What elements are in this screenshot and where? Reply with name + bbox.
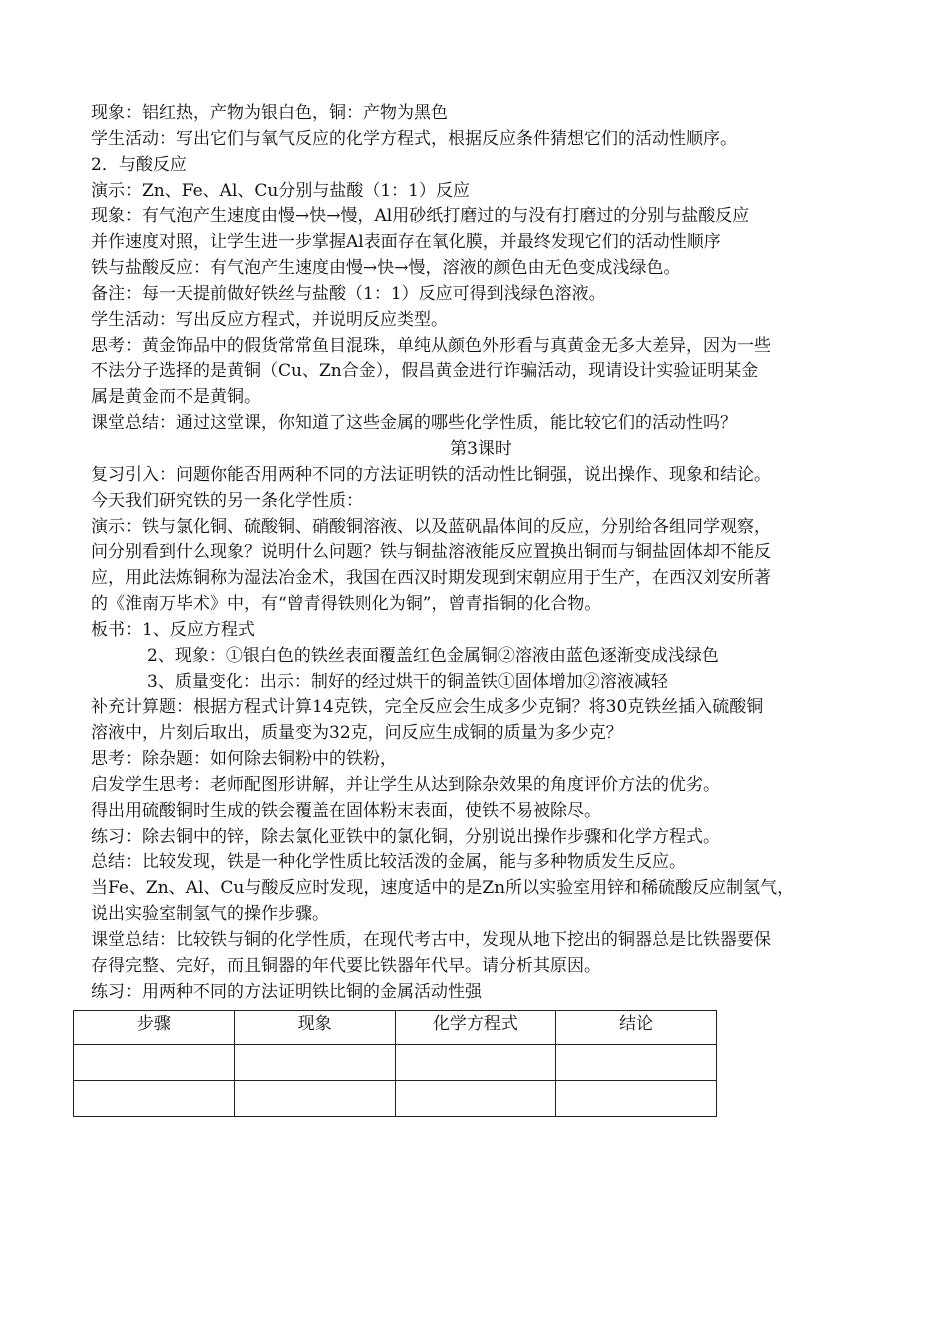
exercise-table: [73, 1010, 717, 1117]
table-cell: [556, 1081, 717, 1117]
section-heading: 2．与酸反应: [91, 154, 187, 175]
paragraph-line: 属是黄金而不是黄铜。: [91, 387, 261, 408]
header-cell-steps: 步骤: [74, 1011, 235, 1045]
paragraph-line: 复习引入：问题你能否用两种不同的方法证明铁的活动性比铜强，说出操作、现象和结论。: [91, 464, 771, 485]
paragraph-line: 的《淮南万毕术》中，有“曾青得铁则化为铜”，曾青指铜的化合物。: [91, 594, 602, 615]
paragraph-line: 铁与盐酸反应：有气泡产生速度由慢→快→慢，溶液的颜色由无色变成浅绿色。: [91, 258, 681, 279]
paragraph-line: 今天我们研究铁的另一条化学性质：: [91, 490, 363, 511]
paragraph-line: 补充计算题：根据方程式计算14克铁，完全反应会生成多少克铜？将30克铁丝插入硫酸铜: [91, 697, 764, 718]
paragraph-line: 说出实验室制氢气的操作步骤。: [91, 904, 329, 925]
table-row: [74, 1045, 717, 1081]
paragraph-line: 课堂总结：比较铁与铜的化学性质，在现代考古中，发现从地下挖出的铜器总是比铁器要保: [91, 930, 771, 950]
paragraph-line: 溶液中，片刻后取出，质量变为32克，问反应生成铜的质量为多少克？: [91, 723, 623, 744]
paragraph-line: 不法分子选择的是黄铜（Cu、Zn合金），假昌黄金进行诈骗活动，现请设计实验证明某金: [91, 361, 759, 382]
paragraph-line: 演示：铁与氯化铜、硫酸铜、硝酸铜溶液、以及蓝矾晶体间的反应，分别给各组同学观察，: [91, 516, 771, 537]
paragraph-line: 练习：用两种不同的方法证明铁比铜的金属活动性强: [91, 981, 482, 1002]
header-cell-conclusion: 结论: [556, 1011, 717, 1045]
table-header-row: [74, 1011, 717, 1045]
paragraph-line: 现象：有气泡产生速度由慢→快→慢，Al用砂纸打磨过的与没有打磨过的分别与盐酸反应: [91, 206, 750, 227]
paragraph-line: 并作速度对照，让学生进一步掌握Al表面存在氧化膜，并最终发现它们的活动性顺序: [91, 232, 721, 253]
table-cell: [395, 1081, 556, 1117]
paragraph-line: 练习：除去铜中的锌，除去氯化亚铁中的氯化铜，分别说出操作步骤和化学方程式。: [91, 826, 720, 847]
paragraph-line: 得出用硫酸铜时生成的铁会覆盖在固体粉末表面，使铁不易被除尽。: [91, 800, 601, 821]
header-cell-equation: 化学方程式: [395, 1011, 556, 1045]
paragraph-line: 问分别看到什么现象？说明什么问题？铁与铜盐溶液能反应置换出铜而与铜盐固体却不能反: [91, 542, 771, 563]
table-cell: [556, 1045, 717, 1081]
table-cell: [234, 1081, 395, 1117]
paragraph-line: 备注：每一天提前做好铁丝与盐酸（1：1）反应可得到浅绿色溶液。: [91, 283, 606, 304]
header-cell-phenomenon: 现象: [234, 1011, 395, 1045]
document-body: [91, 101, 871, 1006]
paragraph-line: 思考：除杂题：如何除去铜粉中的铁粉，: [91, 749, 397, 770]
table-cell: [395, 1045, 556, 1081]
paragraph-line: 思考：黄金饰品中的假货常常鱼目混珠，单纯从颜色外形看与真黄金无多大差异，因为一些: [91, 335, 771, 356]
board-notes-line: 2、现象：①银白色的铁丝表面覆盖红色金属铜②溶液由蓝色逐渐变成浅绿色: [147, 645, 719, 666]
paragraph-line: 存得完整、完好，而且铜器的年代要比铁器年代早。请分析其原因。: [91, 955, 601, 976]
paragraph-line: 课堂总结：通过这堂课，你知道了这些金属的哪些化学性质，能比较它们的活动性吗？: [91, 413, 737, 434]
paragraph-line: 总结：比较发现，铁是一种化学性质比较活泼的金属，能与多种物质发生反应。: [91, 852, 686, 873]
table-cell: [74, 1045, 235, 1081]
paragraph-line: 学生活动：写出它们与氧气反应的化学方程式，根据反应条件猜想它们的活动性顺序。: [91, 128, 737, 149]
paragraph-line: 现象：铝红热，产物为银白色，铜：产物为黑色: [91, 103, 448, 123]
table-cell: [234, 1045, 395, 1081]
paragraph-line: 当Fe、Zn、Al、Cu与酸反应时发现，速度适中的是Zn所以实验室用锌和稀硫酸反应制氢气，: [91, 878, 795, 899]
paragraph-line: 学生活动：写出反应方程式，并说明反应类型。: [91, 309, 448, 330]
table-cell: [74, 1081, 235, 1117]
board-notes-line: 3、质量变化：出示：制好的经过烘干的铜盖铁①固体增加②溶液减轻: [147, 671, 668, 692]
board-notes-line: 板书：1、反应方程式: [91, 619, 255, 640]
paragraph-line: 应，用此法炼铜称为湿法冶金术，我国在西汉时期发现到宋朝应用于生产，在西汉刘安所著: [91, 568, 771, 589]
lesson-title: 第3课时: [450, 438, 512, 459]
paragraph-line: 演示：Zn、Fe、Al、Cu分别与盐酸（1：1）反应: [91, 180, 470, 201]
table-row: [74, 1081, 717, 1117]
paragraph-line: 启发学生思考：老师配图形讲解，并让学生从达到除杂效果的角度评价方法的优劣。: [91, 774, 720, 795]
